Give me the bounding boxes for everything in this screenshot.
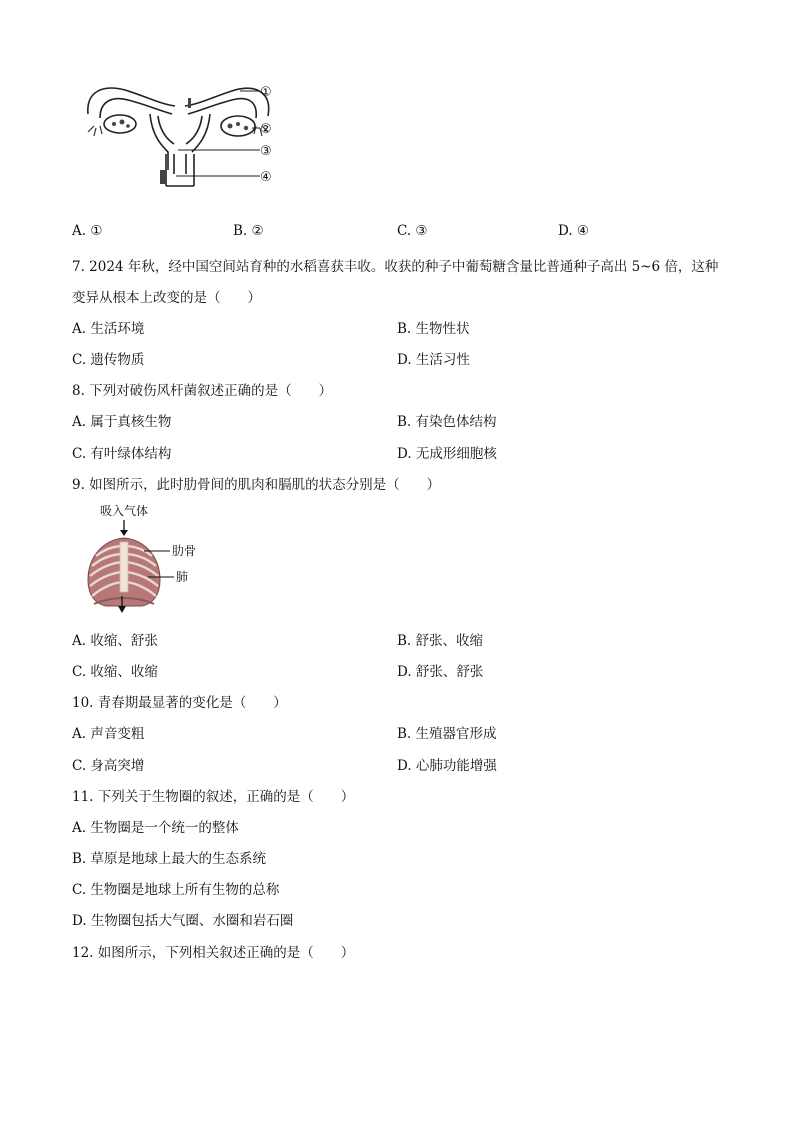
- uterus-label-4: ④: [260, 170, 272, 185]
- q8-stem: 8. 下列对破伤风杆菌叙述正确的是（ ）: [72, 383, 333, 399]
- q6-option-a: A. ①: [72, 223, 103, 239]
- q6-option-b: B. ②: [233, 223, 264, 239]
- q6-option-c: C. ③: [397, 223, 428, 239]
- q9-option-a: A. 收缩、舒张: [72, 633, 158, 649]
- q8-option-a: A. 属于真核生物: [72, 414, 172, 430]
- ribcage-label-lung: 肺: [176, 570, 189, 584]
- q12-stem: 12. 如图所示，下列相关叙述正确的是（ ）: [72, 945, 355, 961]
- q8-option-b: B. 有染色体结构: [397, 414, 497, 430]
- q10-option-c: C. 身高突增: [72, 758, 145, 774]
- q11-stem: 11. 下列关于生物圈的叙述，正确的是（ ）: [72, 789, 355, 805]
- q10-stem: 10. 青春期最显著的变化是（ ）: [72, 695, 287, 711]
- q11-option-c: C. 生物圈是地球上所有生物的总称: [72, 882, 280, 898]
- q9-stem: 9. 如图所示，此时肋骨间的肌肉和膈肌的状态分别是（ ）: [72, 477, 441, 493]
- q9-option-b: B. 舒张、收缩: [397, 633, 484, 649]
- q7-option-d: D. 生活习性: [397, 352, 470, 368]
- q10-option-a: A. 声音变粗: [72, 726, 145, 742]
- q7-option-a: A. 生活环境: [72, 321, 145, 337]
- q9-option-d: D. 舒张、舒张: [397, 664, 484, 680]
- uterus-label-1: ①: [260, 85, 272, 100]
- q7-stem-line1: 7. 2024 年秋，经中国空间站育种的水稻喜获丰收。收获的种子中葡萄糖含量比普通种子高出 5~6 倍，这种: [72, 259, 719, 275]
- q11-option-a: A. 生物圈是一个统一的整体: [72, 820, 239, 836]
- q7-option-c: C. 遗传物质: [72, 352, 145, 368]
- uterus-label-2: ②: [260, 122, 272, 137]
- q11-option-b: B. 草原是地球上最大的生态系统: [72, 851, 267, 867]
- q8-option-c: C. 有叶绿体结构: [72, 446, 172, 462]
- q9-option-c: C. 收缩、收缩: [72, 664, 158, 680]
- q10-option-b: B. 生殖器官形成: [397, 726, 497, 742]
- ribcage-label-rib: 肋骨: [172, 544, 197, 558]
- uterus-label-3: ③: [260, 144, 272, 159]
- q7-stem-line2: 变异从根本上改变的是（ ）: [72, 290, 261, 306]
- q10-option-d: D. 心肺功能增强: [397, 758, 497, 774]
- q7-option-b: B. 生物性状: [397, 321, 470, 337]
- ribcage-figure: [82, 500, 222, 616]
- q6-option-d: D. ④: [558, 223, 590, 239]
- ribcage-label-inhale: 吸入气体: [100, 504, 149, 518]
- q8-option-d: D. 无成形细胞核: [397, 446, 497, 462]
- uterus-figure: [80, 74, 280, 192]
- q11-option-d: D. 生物圈包括大气圈、水圈和岩石圈: [72, 913, 294, 929]
